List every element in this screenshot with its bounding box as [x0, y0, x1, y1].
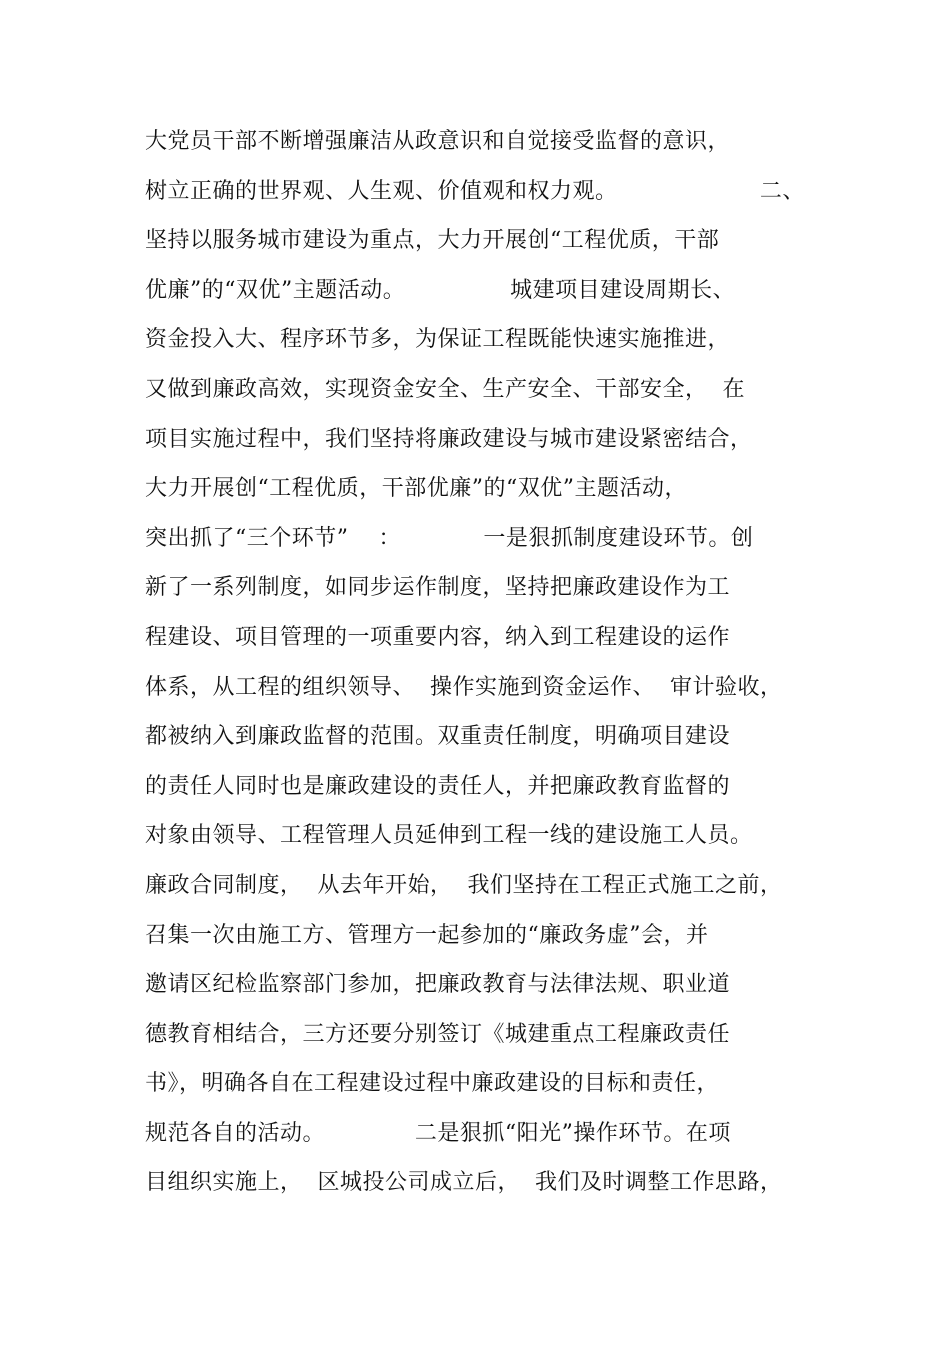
text-line: 新了一系列制度，如同步运作制度，坚持把廉政建设作为工 [145, 575, 731, 601]
text-line: 邀请区纪检监察部门参加，把廉政教育与法律法规、职业道 [145, 972, 731, 998]
text-line: 都被纳入到廉政监督的范围。双重责任制度，明确项目建设 [145, 724, 731, 750]
text-line: 大力开展创“工程优质，干部优廉”的“双优”主题活动， [145, 476, 687, 502]
text-line: 又做到廉政高效，实现资金安全、生产安全、干部安全， 在 [145, 376, 745, 402]
text-line: 树立正确的世界观、人生观、价值观和权力观。 二、 [145, 178, 805, 204]
text-line: 德教育相结合，三方还要分别签订《城建重点工程廉政责任 [145, 1021, 731, 1047]
text-line: 坚持以服务城市建设为重点，大力开展创“工程优质，干部 [145, 228, 720, 254]
text-line: 书》，明确各自在工程建设过程中廉政建设的目标和责任， [145, 1071, 720, 1097]
text-line: 召集一次由施工方、管理方一起参加的“廉政务虚”会，并 [145, 922, 709, 948]
text-line: 体系，从工程的组织领导、 操作实施到资金运作、 审计验收， [145, 674, 783, 700]
text-line: 优廉”的“双优”主题活动。 城建项目建设周期长、 [145, 277, 736, 303]
text-line: 突出抓了“三个环节” ： 一是狠抓制度建设环节。创 [145, 525, 754, 551]
text-line: 对象由领导、工程管理人员延伸到工程一线的建设施工人员。 [145, 823, 753, 849]
text-line: 廉政合同制度， 从去年开始， 我们坚持在工程正式施工之前， [145, 872, 783, 898]
text-line: 规范各自的活动。 二是狠抓“阳光”操作环节。在项 [145, 1120, 731, 1146]
text-line: 资金投入大、程序环节多，为保证工程既能快速实施推进， [145, 327, 731, 353]
text-line: 项目实施过程中，我们坚持将廉政建设与城市建设紧密结合， [145, 426, 753, 452]
text-line: 的责任人同时也是廉政建设的责任人，并把廉政教育监督的 [145, 773, 731, 799]
text-line: 目组织实施上， 区城投公司成立后， 我们及时调整工作思路， [145, 1170, 783, 1196]
text-line: 大党员干部不断增强廉洁从政意识和自觉接受监督的意识， [145, 129, 731, 154]
body-text [145, 122, 825, 1213]
text-line: 程建设、项目管理的一项重要内容，纳入到工程建设的运作 [145, 624, 731, 650]
